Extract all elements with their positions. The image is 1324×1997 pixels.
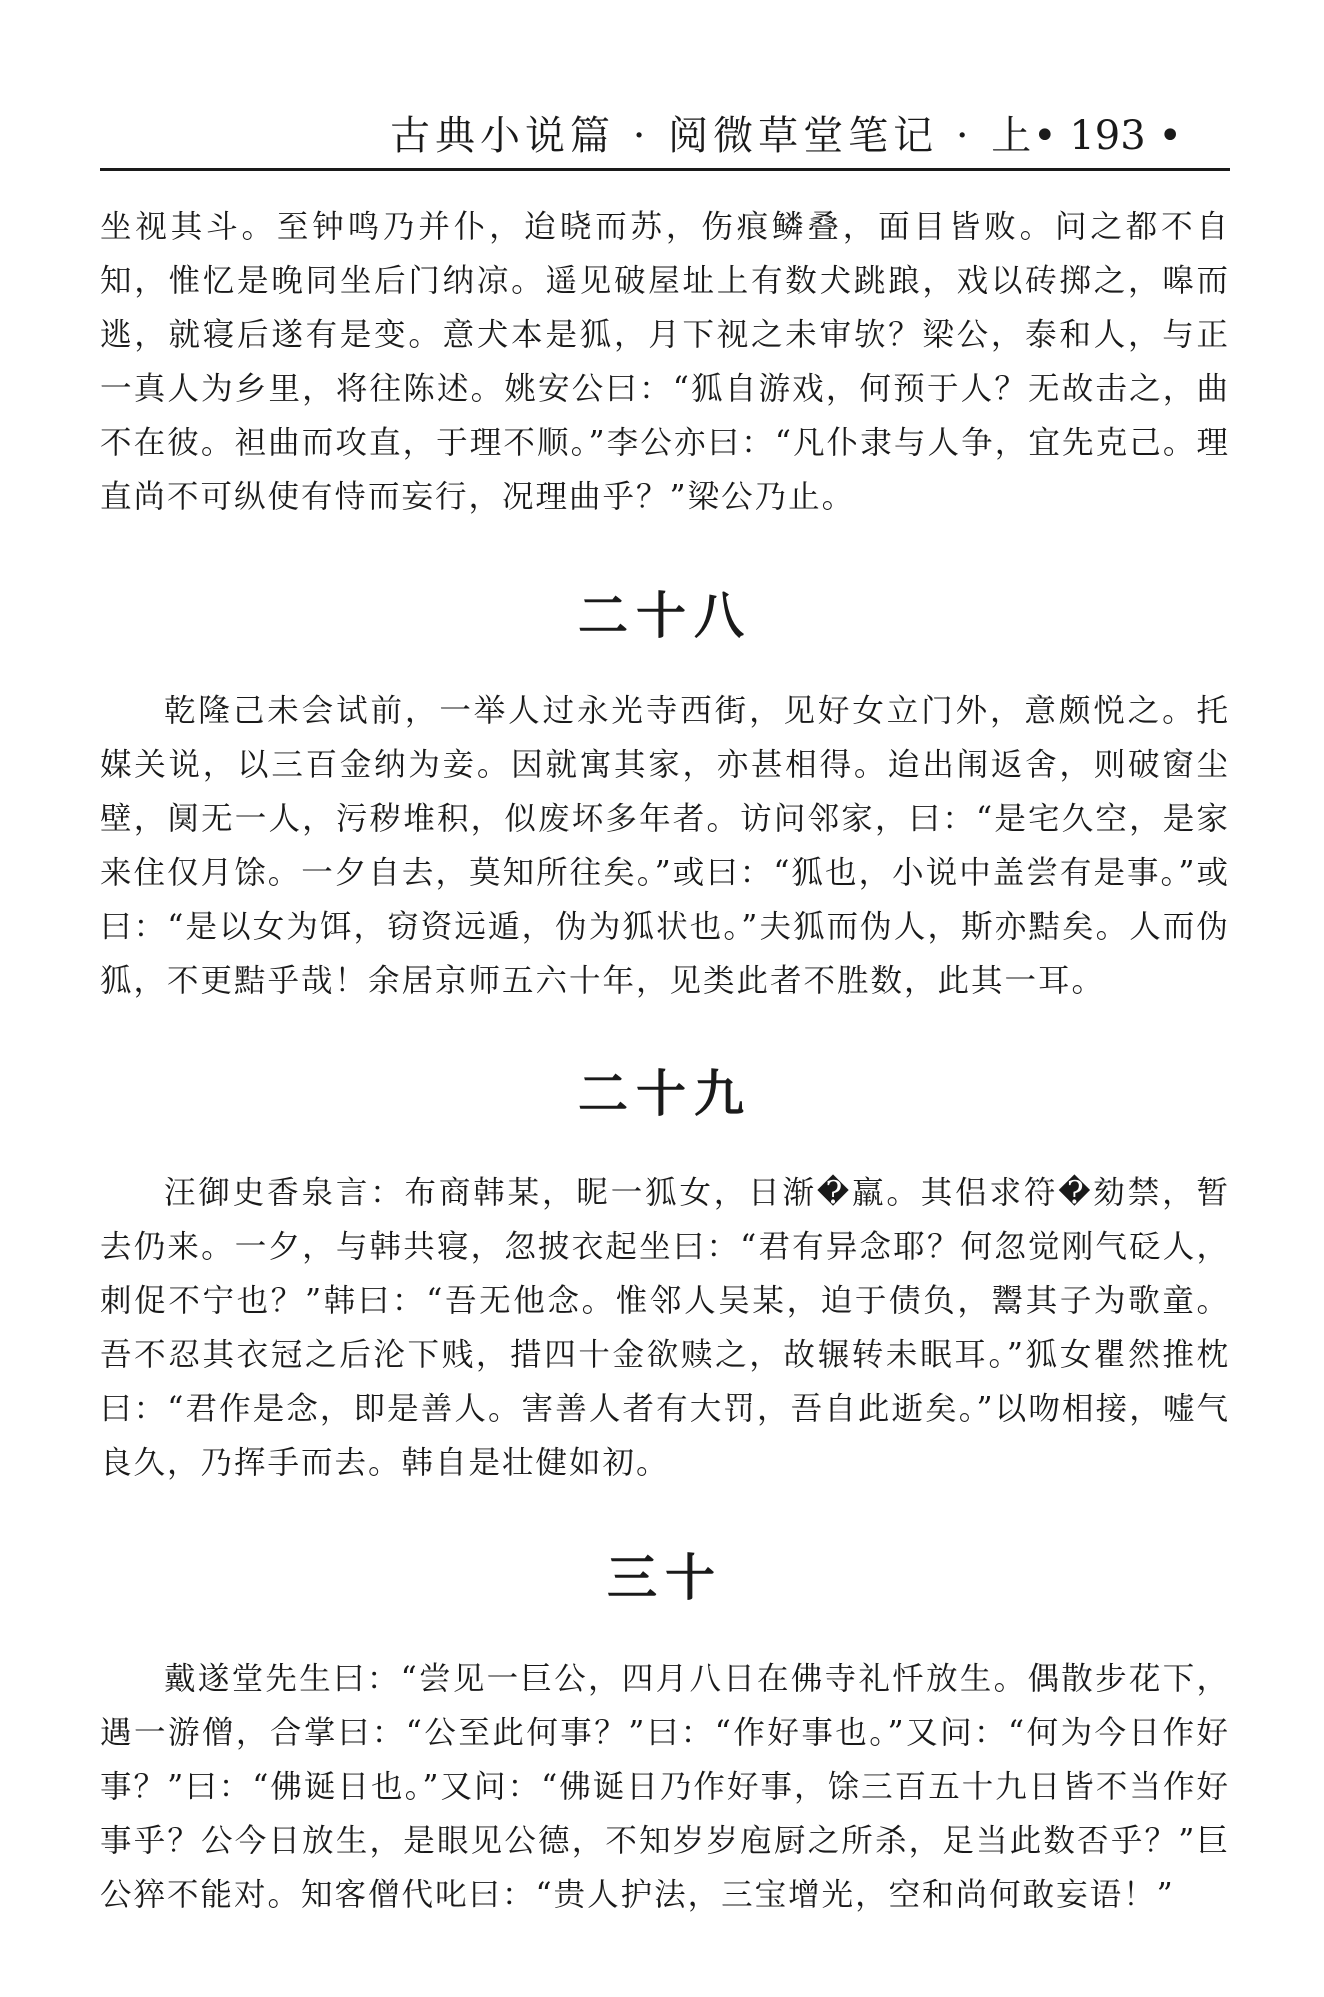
running-title: 古典小说篇 · 阅微草堂笔记 · 上 [390,113,1037,159]
section-paragraph-29: 汪御史香泉言：布商韩某，昵一狐女，日渐�羸。其侣求符�劾禁，暂去仍来。一夕，与韩共寝，忽披衣起坐曰：“君有异念耶？何忽觉刚气砭人，刺促不宁也？”韩曰：“吾无他念。惟邻人吴某，迫于债负，鬻其子为歌童。吾不忍其衣冠之后沦下贱，措四十金欲赎之，故辗转未眠耳。”狐女瞿然推枕曰：“君作是念，即是善人。害善人者有大罚，吾自此逝矣。”以吻相接，嘘气良久，乃挥手而去。韩自是壮健如初。 [100,1175,1230,1481]
section-heading-28: 二十八 [578,587,752,645]
page-body [100,200,1230,1922]
section-paragraph-28: 乾隆己未会试前，一举人过永光寺西街，见好女立门外，意颇悦之。托媒关说，以三百金纳为妾。因就寓其家，亦甚相得。迨出闱返舍，则破窗尘壁，阒无一人，污秽堆积，似废坏多年者。访问邻家，曰：“是宅久空，是家来住仅月馀。一夕自去，莫知所往矣。”或曰：“狐也，小说中盖尝有是事。”或曰：“是以女为饵，窃资远遁，伪为狐状也。”夫狐而伪人，斯亦黠矣。人而伪狐，不更黠乎哉！余居京师五六十年，见类此者不胜数，此其一耳。 [100,693,1230,999]
section-heading-30: 三十 [607,1549,723,1607]
section-paragraph-30: 戴遂堂先生曰：“尝见一巨公，四月八日在佛寺礼忏放生。偶散步花下，遇一游僧，合掌曰：“公至此何事？”曰：“作好事也。”又问：“何为今日作好事？”曰：“佛诞日也。”又问：“佛诞日乃作好事，馀三百五十九日皆不当作好事乎？公今日放生，是眼见公德，不知岁岁庖厨之所杀，足当此数否乎？”巨公猝不能对。知客僧代叱曰：“贵人护法，三宝增光，空和尚何敢妄语！” [100,1661,1230,1913]
continued-paragraph: 坐视其斗。至钟鸣乃并仆，迨晓而苏，伤痕鳞叠，面目皆败。问之都不自知，惟忆是晚同坐后门纳凉。遥见破屋址上有数犬跳踉，戏以砖掷之，嗥而逃，就寝后遂有是变。意犬本是狐，月下视之未审欤？梁公，泰和人，与正一真人为乡里，将往陈述。姚安公曰：“狐自游戏，何预于人？无故击之，曲不在彼。袒曲而攻直，于理不顺。”李公亦曰：“凡仆隶与人争，宜先克己。理直尚不可纵使有恃而妄行，况理曲乎？”梁公乃止。 [100,209,1230,515]
page-header [100,108,1230,171]
page-number: • 193 • [1033,113,1182,159]
section-heading-29: 二十九 [578,1065,752,1123]
